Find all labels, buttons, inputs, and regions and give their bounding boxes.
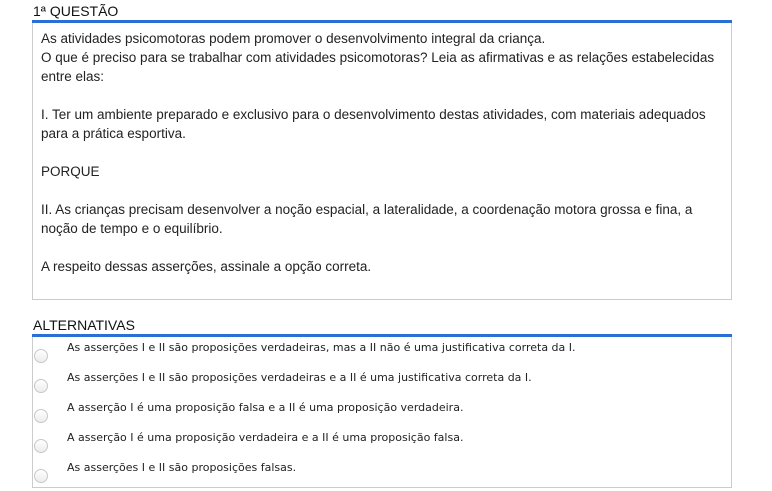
question-box (32, 23, 732, 300)
question-title: 1ª QUESTÃO (33, 3, 119, 19)
alternatives-box (32, 337, 732, 488)
instruction: A respeito dessas asserções, assinale a opção correta. (41, 259, 372, 274)
assertion-one: I. Ter um ambiente preparado e exclusivo para o desenvolvimento destas atividades, com materiais adequados para a prática esportiva. (41, 107, 706, 141)
assertion-two: II. As crianças precisam desenvolver a noção espacial, a lateralidade, a coordenação motora grossa e fina, a noção de tempo e o equilíbrio. (41, 202, 693, 236)
alternative-option-a[interactable] (33, 337, 723, 367)
radio-button[interactable] (34, 439, 48, 453)
alternative-option-d[interactable] (33, 427, 723, 457)
alternative-option-b[interactable] (33, 367, 723, 397)
radio-button[interactable] (34, 409, 48, 423)
radio-button[interactable] (34, 349, 48, 363)
alternative-option-c[interactable] (33, 397, 723, 427)
porque-label: PORQUE (41, 164, 100, 179)
alternative-label[interactable]: As asserções I e II são proposições falsas. (67, 461, 297, 474)
question-text (41, 29, 721, 295)
radio-button[interactable] (34, 379, 48, 393)
alternative-label[interactable]: As asserções I e II são proposições verdadeiras e a II é uma justificativa correta da I. (67, 371, 532, 384)
radio-button[interactable] (34, 469, 48, 483)
alternative-label[interactable]: As asserções I e II são proposições verdadeiras, mas a II não é uma justificativa correta da I. (67, 341, 576, 354)
alternative-label[interactable]: A asserção I é uma proposição verdadeira e a II é uma proposição falsa. (67, 431, 464, 444)
question-intro: As atividades psicomotoras podem promover o desenvolvimento integral da criança. O que é preciso para se trabalhar com atividades psicomotoras? Leia as afirmativas e as relações estabelecidas entre elas: (41, 31, 715, 84)
alternative-label[interactable]: A asserção I é uma proposição falsa e a II é uma proposição verdadeira. (67, 401, 464, 414)
alternatives-title: ALTERNATIVAS (33, 317, 135, 333)
alternative-option-e[interactable] (33, 457, 723, 487)
